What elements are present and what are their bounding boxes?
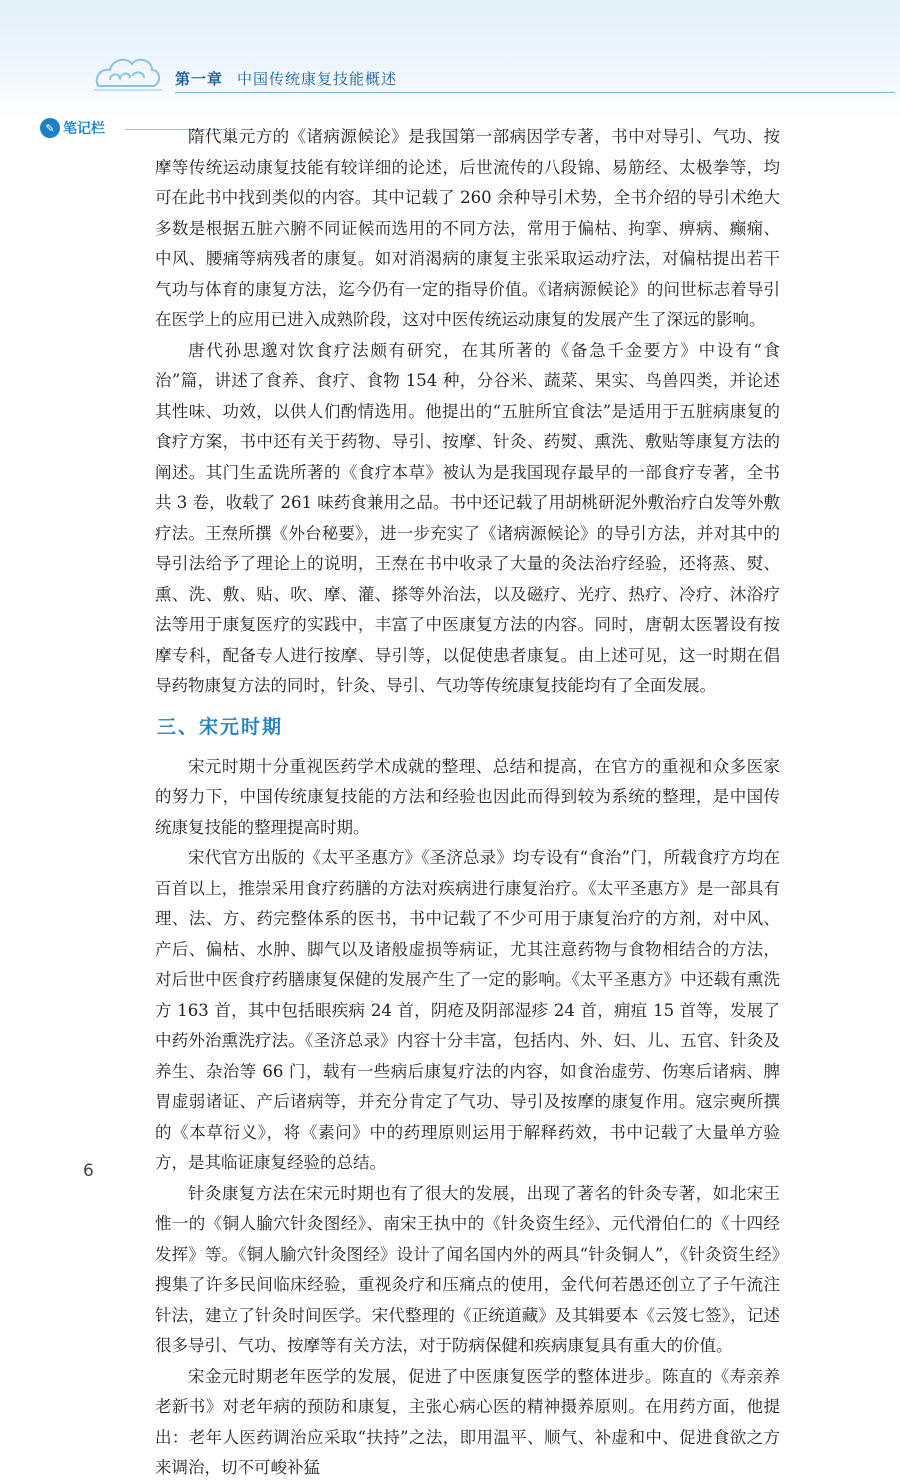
chapter-heading — [175, 68, 397, 89]
chapter-number: 第一章 — [175, 70, 224, 88]
section-heading: 三、宋元时期 — [157, 715, 284, 738]
paragraph: 唐代孙思邈对饮食疗法颇有研究，在其所著的《备急千金要方》中设有“食治”篇，讲述了食养、食疗、食物 154 种，分谷米、蔬菜、果实、鸟兽四类，并论述其性味、功效，以供人们酌情选用。他提出的“五脏所宜食法”是适用于五脏病康复的食疗方案，书中还有关于药物、导引、按摩、针灸、药熨、熏洗、敷贴等康复方法的阐述。其门生孟诜所著的《食疗本草》被认为是我国现存最早的一部食疗专著，全书共 3 卷，收载了 261 味药食兼用之品。书中还记载了用胡桃研泥外敷治疗白发等外敷疗法。王焘所撰《外台秘要》，进一步充实了《诸病源候论》的导引方法，并对其中的导引法给予了理论上的说明，王焘在书中收录了大量的灸法治疗经验，还将蒸、熨、熏、洗、敷、贴、吹、摩、灌、搽等外治法，以及磁疗、光疗、热疗、冷疗、沐浴疗法等用于康复医疗的实践中，丰富了中医康复方法的内容。同时，唐朝太医署设有按摩专科，配备专人进行按摩、导引等，以促使患者康复。由上述可见，这一时期在倡导药物康复方法的同时，针灸、导引、气功等传统康复技能均有了全面发展。 — [155, 340, 780, 695]
paragraph: 宋代官方出版的《太平圣惠方》《圣济总录》均专设有“食治”门，所载食疗方均在百首以上，推崇采用食疗药膳的方法对疾病进行康复治疗。《太平圣惠方》是一部具有理、法、方、药完整体系的医书，书中记载了不少可用于康复治疗的方剂，对中风、产后、偏枯、水肿、脚气以及诸般虚损等病证，尤其注意药物与食物相结合的方法，对后世中医食疗药膳康复保健的发展产生了一定的影响。《太平圣惠方》中还载有熏洗方 163 首，其中包括眼疾病 24 首，阴疮及阴部湿疹 24 首，痈疽 15 首等，发展了中药外治熏洗疗法。《圣济总录》内容十分丰富，包括内、外、妇、儿、五官、针灸及养生、杂治等 66 门，载有一些病后康复疗法的内容，如食治虚劳、伤寒后诸病、脾胃虚弱诸证、产后诸病等，并充分肯定了气功、导引及按摩的康复作用。寇宗奭所撰的《本草衍义》，将《素问》中的药理原则运用于解释药效，书中记载了大量单方验方，是其临证康复经验的总结。 — [155, 848, 780, 1172]
cloud-ornament-icon — [92, 50, 164, 96]
page-header — [0, 0, 900, 120]
paragraph: 宋元时期十分重视医药学术成就的整理、总结和提高，在官方的重视和众多医家的努力下，中国传统康复技能的方法和经验也因此而得到较为系统的整理，是中国传统康复技能的整理提高时期。 — [155, 756, 780, 837]
page-number: 6 — [83, 1161, 94, 1181]
paragraph: 隋代巢元方的《诸病源候论》是我国第一部病因学专著，书中对导引、气功、按摩等传统运动康复技能有较详细的论述，后世流传的八段锦、易筋经、太极拳等，均可在此书中找到类似的内容。其中记载了 260 余种导引术势，全书介绍的导引术绝大多数是根据五脏六腑不同证候而选用的不同方法，常用于偏枯、拘挛、痹病、癫痫、中风、腰痛等病残者的康复。如对消渴病的康复主张采取运动疗法，对偏枯提出若干气功与体育的康复方法，迄今仍有一定的指导价值。《诸病源候论》的问世标志着导引在医学上的应用已进入成熟阶段，这对中医传统运动康复的发展产生了深远的影响。 — [155, 127, 780, 329]
paragraph: 针灸康复方法在宋元时期也有了很大的发展，出现了著名的针灸专著，如北宋王惟一的《铜人腧穴针灸图经》、南宋王执中的《针灸资生经》、元代滑伯仁的《十四经发挥》等。《铜人腧穴针灸图经》设计了闻名国内外的两具“针灸铜人”，《针灸资生经》搜集了许多民间临床经验，重视灸疗和压痛点的使用，金代何若愚还创立了子午流注针法，建立了针灸时间医学。宋代整理的《正统道藏》及其辑要本《云笈七签》，记述很多导引、气功、按摩等有关方法，对于防病保健和疾病康复具有重大的价值。 — [155, 1183, 780, 1355]
header-rule — [175, 92, 895, 93]
chapter-title: 中国传统康复技能概述 — [237, 70, 398, 88]
paragraph: 宋金元时期老年医学的发展，促进了中医康复医学的整体进步。陈直的《寿亲养老新书》对老年病的预防和康复，主张心病心医的精神摄养原则。在用药方面，他提出：老年人医药调治应采取“扶持”之法，即用温平、顺气、补虚和中、促进食欲之方来调治，切不可峻补猛 — [155, 1366, 780, 1477]
pencil-note-icon: ✎ — [40, 118, 60, 138]
notes-column-label — [40, 118, 105, 138]
notes-label: 笔记栏 — [63, 121, 105, 137]
body-text — [155, 122, 780, 1484]
